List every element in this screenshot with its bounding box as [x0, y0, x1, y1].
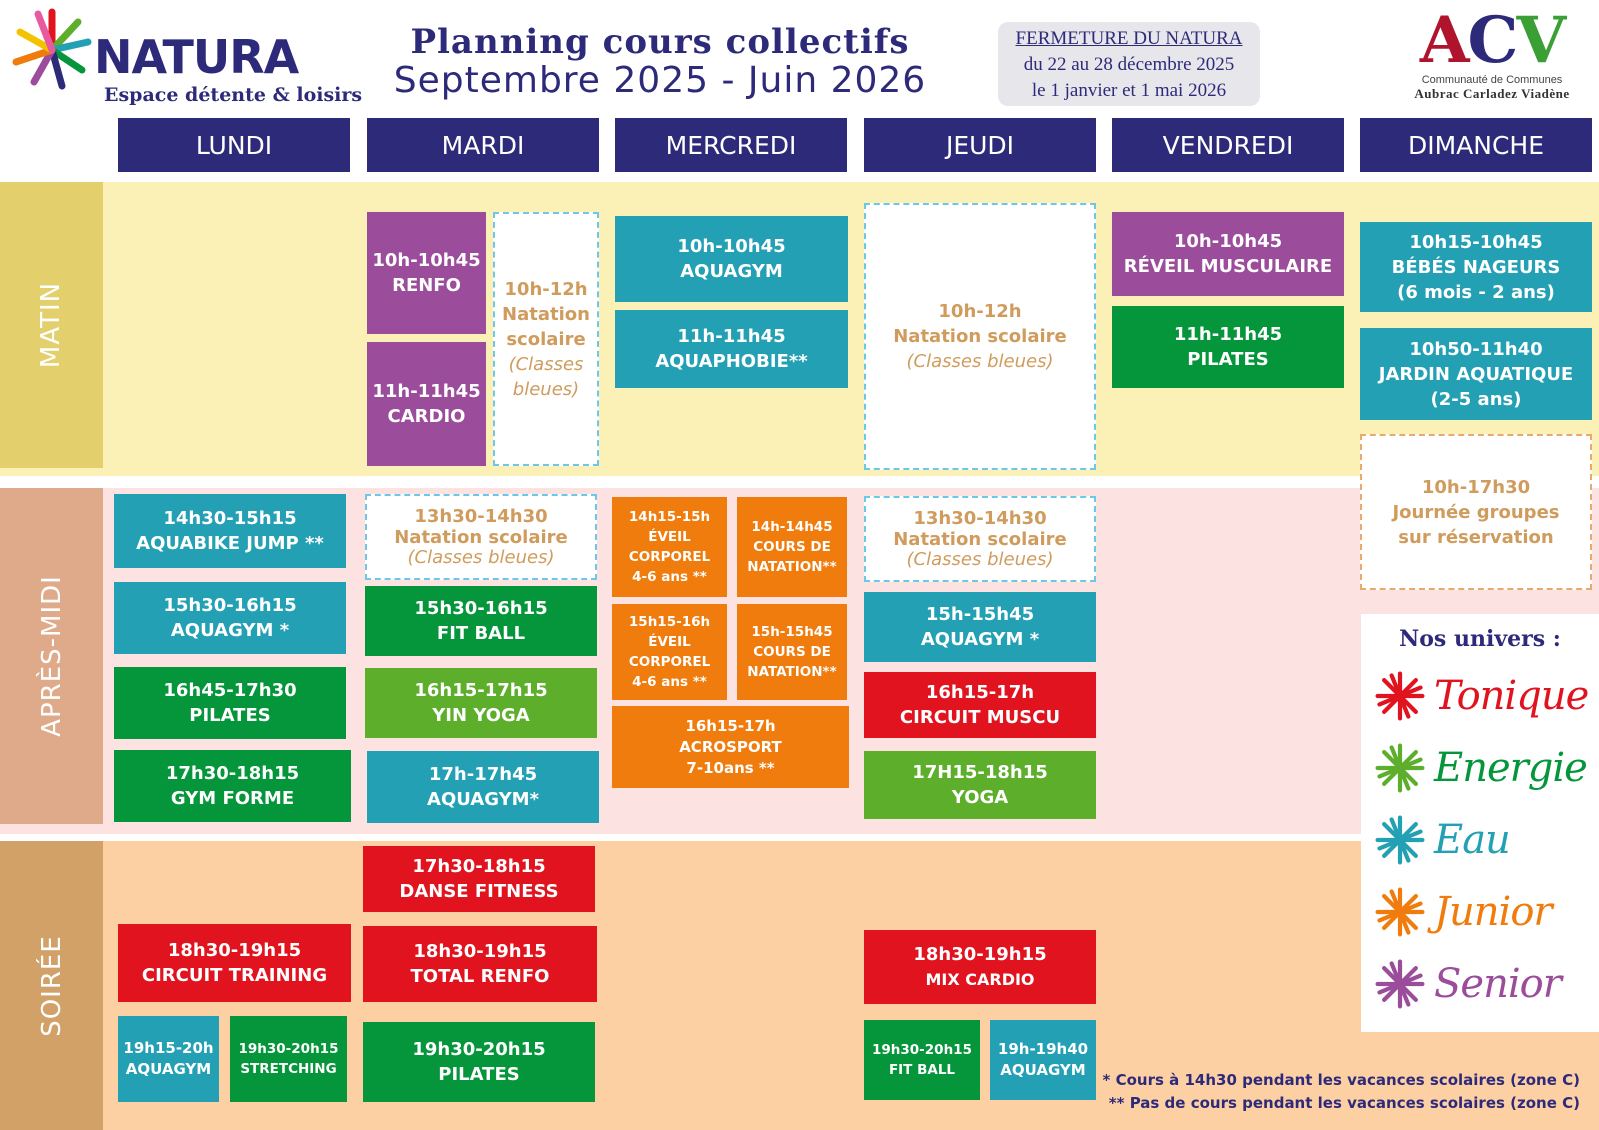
period-label-apres-midi: APRÈS-MIDI: [0, 488, 103, 824]
partner-line-1: Communauté de Communes: [1421, 74, 1563, 86]
legend-label: Senior: [1434, 961, 1561, 1007]
class-card-pilates: 11h-11h45 PILATES: [1112, 306, 1344, 388]
asterisk-icon: [1372, 668, 1428, 724]
class-card-aquagym: 15h-15h45 AQUAGYM *: [864, 592, 1096, 662]
day-header-mardi: MARDI: [367, 118, 599, 172]
class-card-eveil-corporel: 14h15-15h ÉVEIL CORPOREL 4-6 ans **: [612, 497, 727, 597]
class-card-aquagym: 15h30-16h15 AQUAGYM *: [114, 582, 346, 654]
footnote-2: ** Pas de cours pendant les vacances scolaires (zone C): [1108, 1094, 1580, 1112]
legend-item-tonique: [1372, 666, 1592, 726]
asterisk-icon: [1372, 812, 1428, 868]
class-card-natation-scolaire: 13h30-14h30 Natation scolaire (Classes bleues): [365, 494, 597, 580]
legend-item-eau: [1372, 810, 1592, 870]
class-card-eveil-corporel: 15h15-16h ÉVEIL CORPOREL 4-6 ans **: [612, 604, 727, 700]
brand-name: NATURA: [94, 30, 299, 84]
class-card-fit-ball: 19h30-20h15 FIT BALL: [864, 1020, 980, 1100]
day-header-jeudi: JEUDI: [864, 118, 1096, 172]
period-label-soiree: SOIRÉE: [0, 841, 103, 1130]
class-card-cours-natation: 15h-15h45 COURS DE NATATION**: [737, 604, 847, 700]
page-title: Planning cours collectifs: [410, 22, 910, 62]
class-card-stretching: 19h30-20h15 STRETCHING: [230, 1016, 347, 1102]
legend-label: Tonique: [1434, 673, 1589, 719]
legend-label: Junior: [1434, 889, 1552, 935]
class-card-jardin-aquatique: 10h50-11h40 JARDIN AQUATIQUE (2-5 ans): [1360, 328, 1592, 420]
period-label-matin: MATIN: [0, 182, 103, 468]
partner-line-2: Aubrac Carladez Viadène: [1414, 86, 1570, 101]
closure-dates-1: du 22 au 28 décembre 2025: [1023, 54, 1235, 75]
page-subtitle: Septembre 2025 - Juin 2026: [393, 60, 927, 101]
day-header-dimanche: DIMANCHE: [1360, 118, 1592, 172]
legend-label: Eau: [1434, 817, 1510, 863]
asterisk-icon: [1372, 740, 1428, 796]
closure-notice: [998, 22, 1260, 106]
class-card-cardio: 11h-11h45 CARDIO: [367, 342, 486, 466]
class-card-pilates: 16h45-17h30 PILATES: [114, 667, 346, 739]
class-card-bebes-nageurs: 10h15-10h45 BÉBÉS NAGEURS (6 mois - 2 ans): [1360, 222, 1592, 312]
day-header-lundi: LUNDI: [118, 118, 350, 172]
class-card-danse-fitness: 17h30-18h15 DANSE FITNESS: [363, 846, 595, 912]
partner-logo-text: ACV: [1419, 3, 1565, 78]
class-card-renfo: 10h-10h45 RENFO: [367, 212, 486, 334]
asterisk-icon: [1372, 956, 1428, 1012]
day-header-mercredi: MERCREDI: [615, 118, 847, 172]
class-card-aquagym: 17h-17h45 AQUAGYM*: [367, 751, 599, 823]
asterisk-icon: [1372, 884, 1428, 940]
class-card-natation-scolaire: 13h30-14h30 Natation scolaire (Classes bleues): [864, 496, 1096, 582]
class-card-gym-forme: 17h30-18h15 GYM FORME: [114, 750, 351, 822]
class-card-natation-scolaire: 10h-12h Natation scolaire (Classes bleues): [864, 203, 1096, 470]
legend-item-junior: [1372, 882, 1592, 942]
class-card-aquagym: 10h-10h45 AQUAGYM: [615, 216, 848, 302]
legend-item-senior: [1372, 954, 1592, 1014]
class-card-pilates: 19h30-20h15 PILATES: [363, 1022, 595, 1102]
class-card-circuit-muscu: 16h15-17h CIRCUIT MUSCU: [864, 672, 1096, 738]
class-card-aquagym: 19h-19h40 AQUAGYM: [990, 1020, 1096, 1100]
class-card-natation-scolaire: 10h-12h Natation scolaire (Classes bleues): [493, 212, 599, 466]
class-card-aquagym: 19h15-20h AQUAGYM: [118, 1016, 219, 1102]
legend-title: Nos univers :: [1399, 626, 1561, 652]
day-header-vendredi: VENDREDI: [1112, 118, 1344, 172]
partner-logo: [1392, 3, 1592, 102]
class-card-total-renfo: 18h30-19h15 TOTAL RENFO: [363, 926, 597, 1002]
class-card-yin-yoga: 16h15-17h15 YIN YOGA: [365, 668, 597, 738]
legend-label: Energie: [1434, 745, 1587, 791]
natura-logo-icon: [10, 8, 94, 92]
class-card-aquabike-jump: 14h30-15h15 AQUABIKE JUMP **: [114, 494, 346, 568]
class-card-fit-ball: 15h30-16h15 FIT BALL: [365, 586, 597, 656]
class-card-acrosport: 16h15-17h ACROSPORT 7-10ans **: [612, 706, 849, 788]
class-card-reveil-musculaire: 10h-10h45 RÉVEIL MUSCULAIRE: [1112, 212, 1344, 296]
class-card-cours-natation: 14h-14h45 COURS DE NATATION**: [737, 497, 847, 597]
closure-title: FERMETURE DU NATURA: [1015, 28, 1243, 49]
class-card-yoga: 17H15-18h15 YOGA: [864, 751, 1096, 819]
class-card-journee-groupes: 10h-17h30 Journée groupes sur réservation: [1360, 434, 1592, 590]
class-card-circuit-training: 18h30-19h15 CIRCUIT TRAINING: [118, 924, 351, 1002]
footnote-1: * Cours à 14h30 pendant les vacances scolaires (zone C): [1102, 1071, 1580, 1089]
brand-subtitle: Espace détente & loisirs: [104, 84, 363, 106]
class-card-aquaphobie: 11h-11h45 AQUAPHOBIE**: [615, 310, 848, 388]
closure-dates-2: le 1 janvier et 1 mai 2026: [1031, 80, 1227, 101]
legend-item-energie: [1372, 738, 1592, 798]
class-card-mix-cardio: 18h30-19h15 MIX CARDIO: [864, 930, 1096, 1004]
